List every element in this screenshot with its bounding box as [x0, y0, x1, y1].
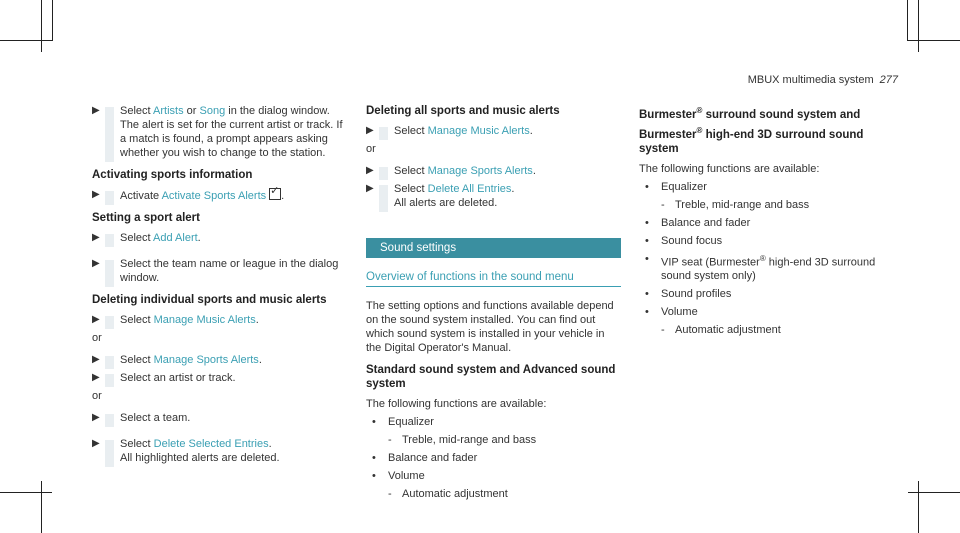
sub-list-item: - Automatic adjustment [388, 488, 508, 500]
or-text: or [366, 143, 376, 155]
step-item: ▶ Select Add Alert. [92, 231, 347, 245]
step-item: ▶ Select Delete All Entries. All alerts are deleted. [366, 182, 621, 210]
subsection-heading: Overview of functions in the sound menu [366, 270, 621, 287]
step-item: ▶ Activate Activate Sports Alerts✓ . [92, 188, 347, 203]
delete-all-entries-link[interactable]: Delete All Entries [427, 183, 512, 195]
bullet-icon: • [372, 452, 376, 464]
list-item: • Sound profiles [645, 288, 732, 301]
song-link[interactable]: Song [199, 105, 226, 117]
intro-text: The following functions are available: [639, 162, 820, 175]
arrow-icon: ▶ [366, 183, 374, 194]
artists-link[interactable]: Artists [153, 105, 184, 117]
section-heading: Burmester® high-end 3D surround sound system [639, 125, 864, 155]
sub-list-item: - Treble, mid-range and bass [661, 198, 810, 211]
section-heading: Activating sports information [92, 169, 253, 181]
list-item: • VIP seat (Burmester® high-end 3D surround sound system only) [645, 252, 876, 283]
paragraph: The setting options and functions available depend on the sound system installed. You can find out which sound system is installed in your vehicle in the Digital Operator's Manual. [366, 300, 614, 354]
step-item: ▶ Select an artist or track. [92, 371, 347, 385]
bullet-icon: • [372, 470, 376, 482]
manage-music-alerts-link[interactable]: Manage Music Alerts [153, 314, 256, 326]
dash-icon: - [661, 198, 665, 211]
sub-list-item: - Treble, mid-range and bass [388, 434, 537, 446]
or-text: or [92, 390, 102, 402]
crop-mark [908, 492, 960, 493]
step-item: ▶ Select Manage Sports Alerts. [366, 164, 621, 178]
list-item: • Sound focus [645, 234, 723, 247]
crop-mark [908, 40, 960, 41]
arrow-icon: ▶ [92, 372, 100, 383]
section-heading: Setting a sport alert [92, 212, 200, 224]
arrow-icon: ▶ [92, 232, 100, 243]
crop-mark [918, 0, 919, 52]
section-heading: Burmester® surround sound system and [639, 106, 861, 121]
crop-mark [52, 0, 53, 41]
list-item: • Volume [645, 306, 698, 319]
step-item: ▶ Select Manage Music Alerts. [366, 124, 621, 138]
page-number: 277 [879, 74, 898, 86]
dash-icon: - [388, 488, 392, 500]
bullet-icon: • [645, 234, 649, 247]
arrow-icon: ▶ [92, 412, 100, 423]
column-right [639, 104, 894, 337]
bullet-icon: • [645, 306, 649, 319]
bullet-icon: • [645, 252, 649, 265]
sub-list-item: - Automatic adjustment [661, 324, 781, 337]
section-heading: Standard sound system and Advanced sound system [366, 364, 616, 390]
intro-text: The following functions are available: [366, 398, 547, 410]
step-note: The alert is set for the current artist or track. If a match is found, a prompt appears asking whether you wish to change to the station. [120, 119, 343, 159]
list-item: • Balance and fader [645, 216, 751, 229]
dash-icon: - [388, 434, 392, 446]
step-note: All highlighted alerts are deleted. [120, 452, 280, 464]
bullet-icon: • [645, 216, 649, 229]
header-title: MBUX multimedia system [747, 74, 874, 86]
crop-mark [918, 481, 919, 533]
bullet-icon: • [645, 288, 649, 301]
list-item: • Equalizer [372, 416, 434, 428]
arrow-icon: ▶ [92, 438, 100, 449]
manage-music-alerts-link[interactable]: Manage Music Alerts [427, 125, 530, 137]
manage-sports-alerts-link[interactable]: Manage Sports Alerts [427, 165, 533, 177]
list-item: • Volume [372, 470, 425, 482]
step-item: ▶ Select Manage Music Alerts. [92, 313, 347, 327]
bullet-icon: • [645, 180, 649, 193]
arrow-icon: ▶ [366, 125, 374, 136]
bullet-icon: • [372, 416, 376, 428]
list-item: • Equalizer [645, 180, 707, 193]
arrow-icon: ▶ [366, 165, 374, 176]
or-text: or [92, 332, 102, 344]
step-note: All alerts are deleted. [394, 197, 498, 209]
crop-mark [0, 40, 52, 41]
step-item: ▶ Select Delete Selected Entries. All highlighted alerts are deleted. [92, 437, 347, 465]
checkbox-checked-icon[interactable] [269, 188, 281, 200]
step-item: ▶ Select a team. [92, 411, 347, 425]
section-heading: Deleting individual sports and music alerts [92, 294, 327, 306]
column-left [92, 104, 347, 469]
arrow-icon: ▶ [92, 354, 100, 365]
arrow-icon: ▶ [92, 105, 100, 116]
dash-icon: - [661, 324, 665, 337]
manage-sports-alerts-link[interactable]: Manage Sports Alerts [153, 354, 259, 366]
add-alert-link[interactable]: Add Alert [153, 232, 198, 244]
section-heading: Deleting all sports and music alerts [366, 105, 560, 117]
arrow-icon: ▶ [92, 314, 100, 325]
step-item: ▶ Select the team name or league in the dialog window. [92, 257, 347, 285]
activate-sports-alerts-link[interactable]: Activate Sports Alerts [161, 190, 267, 202]
step-item: ▶ Select Artists or Song in the dialog window. The alert is set for the current artist or track. If a match is found, a prompt appears asking whether you wish to change to the station. [92, 104, 347, 160]
crop-mark [907, 0, 908, 41]
arrow-icon: ▶ [92, 189, 100, 200]
crop-mark [41, 481, 42, 533]
delete-selected-entries-link[interactable]: Delete Selected Entries [153, 438, 269, 450]
arrow-icon: ▶ [92, 258, 100, 269]
crop-mark [41, 0, 42, 52]
list-item: • Balance and fader [372, 452, 478, 464]
crop-mark [0, 492, 52, 493]
column-middle [366, 104, 621, 501]
section-band: Sound settings [366, 238, 621, 258]
step-item: ▶ Select Manage Sports Alerts. [92, 353, 347, 367]
page-header [748, 74, 898, 86]
